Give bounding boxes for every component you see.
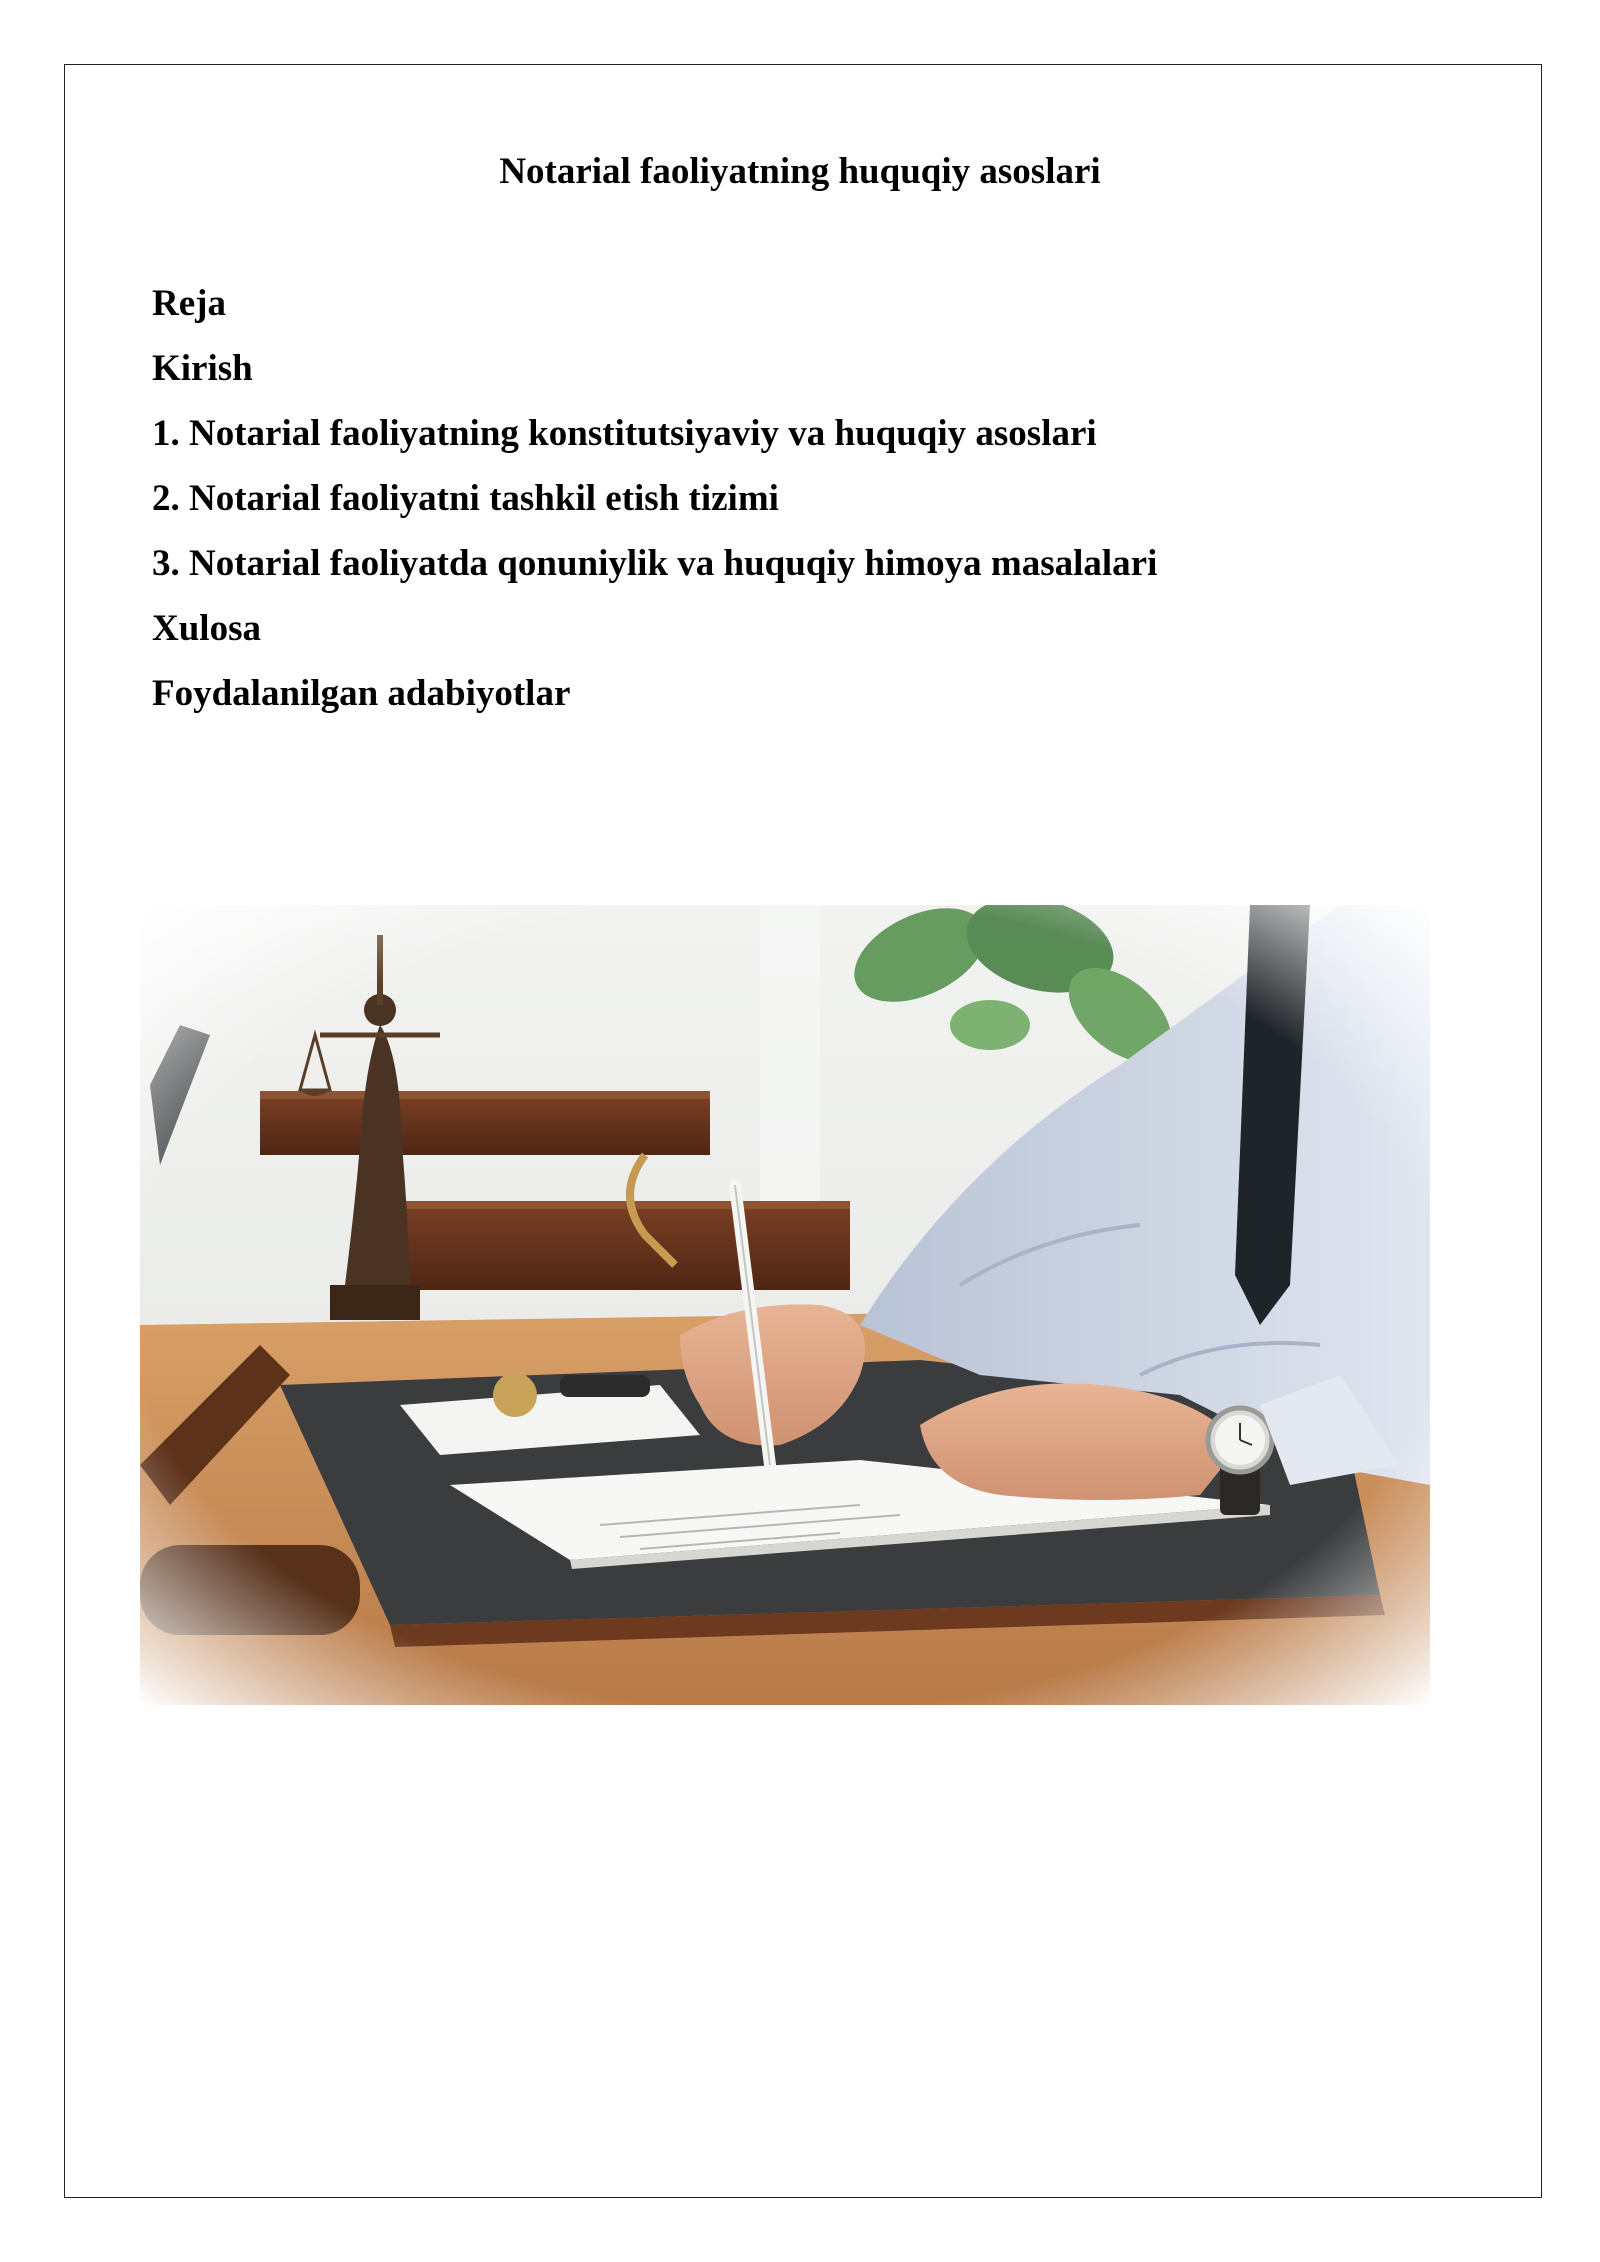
plan-heading: Reja bbox=[152, 283, 226, 324]
plan-list bbox=[152, 282, 1157, 737]
plan-item-conclusion: Xulosa bbox=[152, 608, 261, 649]
notary-signing-photo bbox=[140, 905, 1430, 1705]
plan-item-3: 3. Notarial faoliyatda qonuniylik va huquqiy himoya masalalari bbox=[152, 543, 1158, 584]
plan-item-1: 1. Notarial faoliyatning konstitutsiyaviy va huquqiy asoslari bbox=[152, 413, 1097, 454]
plan-item-2: 2. Notarial faoliyatni tashkil etish tizimi bbox=[152, 478, 779, 519]
page-title: Notarial faoliyatning huquqiy asoslari bbox=[499, 151, 1101, 192]
plan-item-introduction: Kirish bbox=[152, 348, 253, 389]
plan-item-references: Foydalanilgan adabiyotlar bbox=[152, 673, 571, 714]
